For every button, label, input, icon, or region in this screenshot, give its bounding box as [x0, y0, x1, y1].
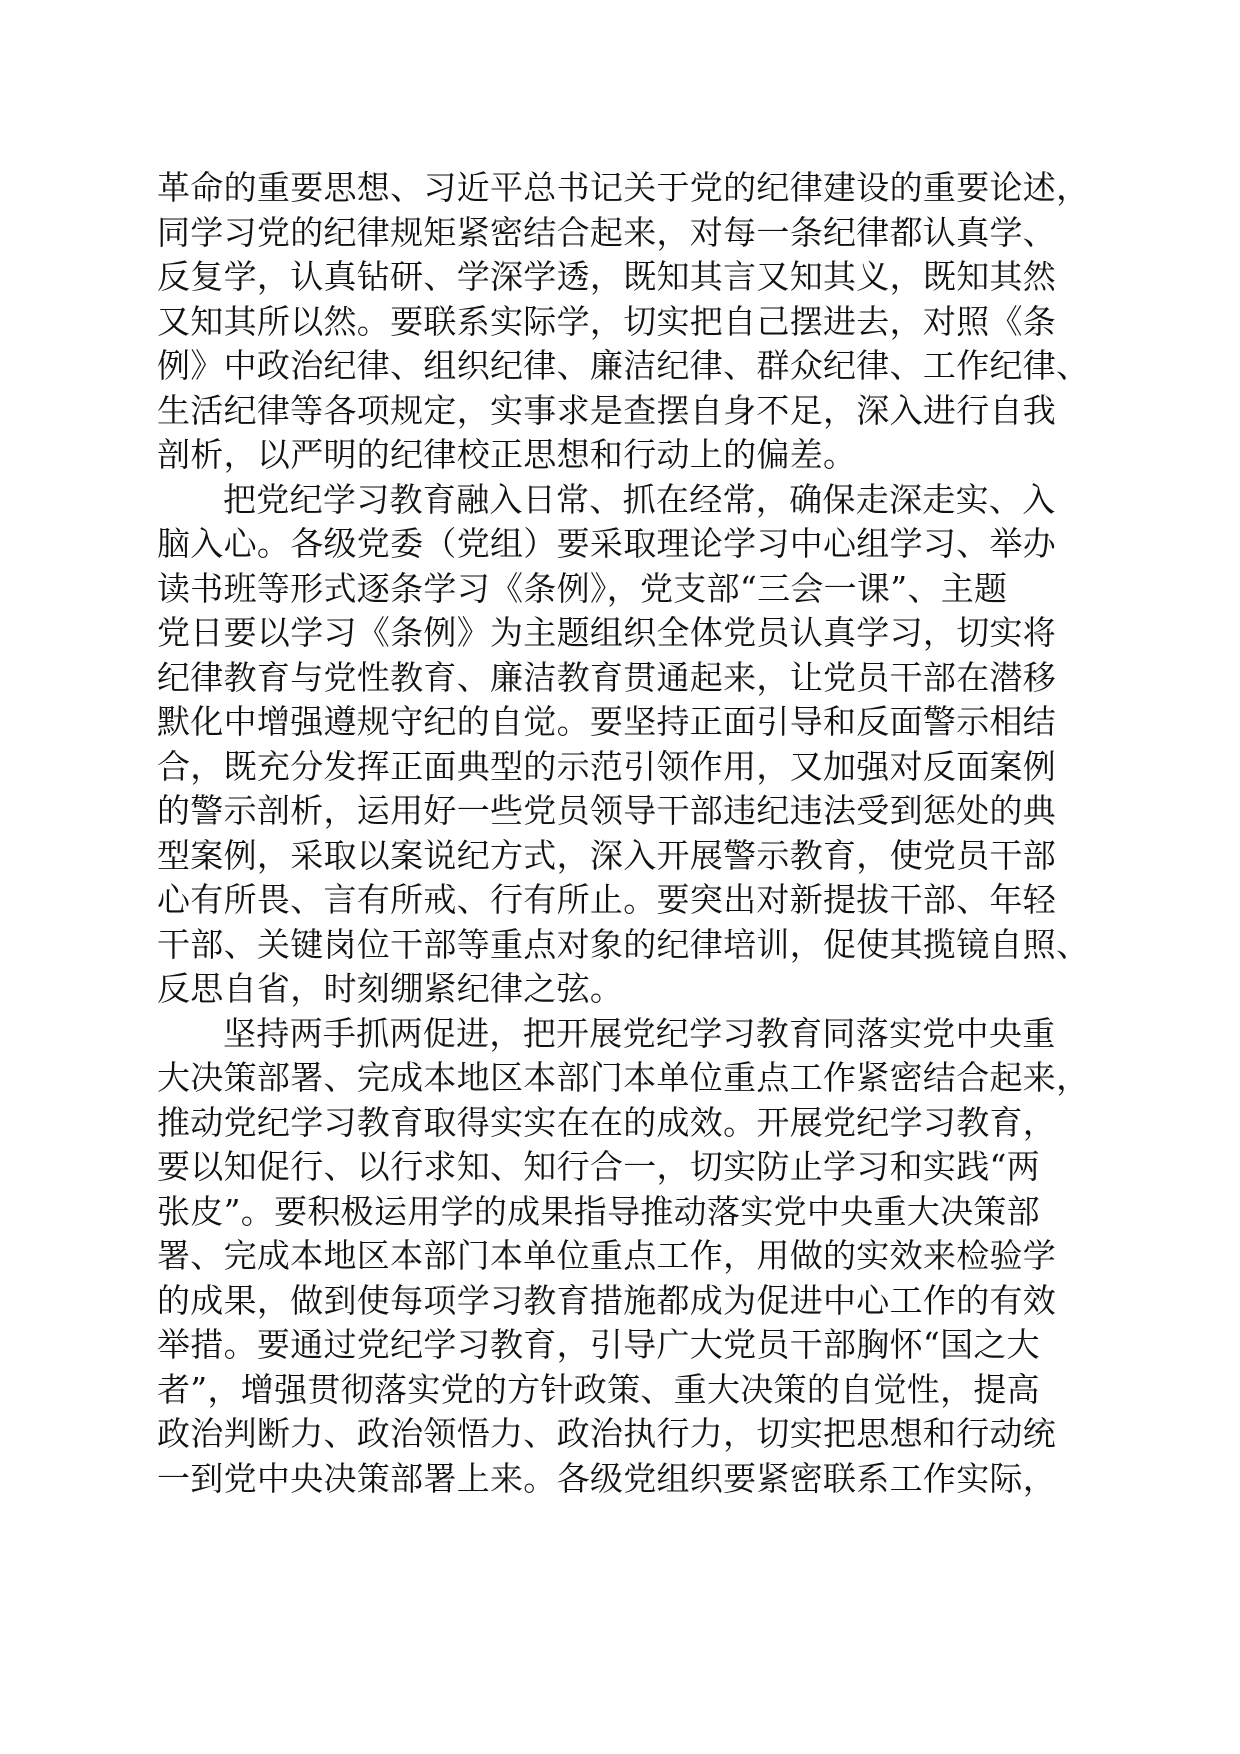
text-line: 默化中增强遵规守纪的自觉。要坚持正面引导和反面警示相结	[157, 702, 1057, 741]
text-line: 纪律教育与党性教育、廉洁教育贯通起来，让党员干部在潜移	[157, 657, 1057, 697]
text-line: 型案例，采取以案说纪方式，深入开展警示教育，使党员干部	[157, 835, 1057, 875]
text-line: 署、完成本地区本部门本单位重点工作，用做的实效来检验学	[157, 1236, 1057, 1275]
text-line: 生活纪律等各项规定，实事求是查摆自身不足，深入进行自我	[157, 390, 1057, 430]
text-line: 政治判断力、政治领悟力、政治执行力，切实把思想和行动统	[157, 1414, 1057, 1453]
text-line: 反思自省，时刻绷紧纪律之弦。	[157, 969, 624, 1008]
text-line: 举措。要通过党纪学习教育，引导广大党员干部胸怀“国之大	[157, 1325, 1040, 1364]
text-line: 同学习党的纪律规矩紧密结合起来，对每一条纪律都认真学、	[157, 212, 1057, 252]
text-line: 者”，增强贯彻落实党的方针政策、重大决策的自觉性，提高	[157, 1369, 1040, 1409]
text-line: 的成果，做到使每项学习教育措施都成为促进中心工作的有效	[157, 1280, 1057, 1320]
text-line: 干部、关键岗位干部等重点对象的纪律培训，促使其揽镜自照、	[157, 924, 1090, 964]
text-line: 合，既充分发挥正面典型的示范引领作用，又加强对反面案例	[157, 746, 1057, 786]
paragraph-first-line: 把党纪学习教育融入日常、抓在经常，确保走深走实、入	[223, 479, 1056, 519]
text-line: 读书班等形式逐条学习《条例》，党支部“三会一课”、主题	[157, 568, 1008, 608]
text-line: 大决策部署、完成本地区本部门本单位重点工作紧密结合起来，	[157, 1058, 1090, 1097]
text-line: 心有所畏、言有所戒、行有所止。要突出对新提拔干部、年轻	[157, 880, 1057, 919]
text-line: 的警示剖析，运用好一些党员领导干部违纪违法受到惩处的典	[157, 791, 1057, 830]
document-body	[157, 166, 1097, 1501]
text-line: 反复学，认真钻研、学深学透，既知其言又知其义，既知其然	[157, 257, 1057, 296]
text-line: 推动党纪学习教育取得实实在在的成效。开展党纪学习教育，	[157, 1102, 1057, 1142]
text-line: 张皮”。要积极运用学的成果指导推动落实党中央重大决策部	[157, 1191, 1040, 1231]
text-line: 要以知促行、以行求知、知行合一，切实防止学习和实践“两	[157, 1147, 1040, 1186]
paragraph-first-line: 坚持两手抓两促进，把开展党纪学习教育同落实党中央重	[223, 1013, 1056, 1053]
text-line: 剖析，以严明的纪律校正思想和行动上的偏差。	[157, 435, 857, 474]
text-line: 党日要以学习《条例》为主题组织全体党员认真学习，切实将	[157, 613, 1057, 652]
text-line: 又知其所以然。要联系实际学，切实把自己摆进去，对照《条	[157, 301, 1057, 341]
text-line: 革命的重要思想、习近平总书记关于党的纪律建设的重要论述，	[157, 168, 1090, 207]
text-line: 例》中政治纪律、组织纪律、廉洁纪律、群众纪律、工作纪律、	[157, 346, 1090, 385]
text-line: 脑入心。各级党委（党组）要采取理论学习中心组学习、举办	[157, 524, 1057, 563]
text-line: 一到党中央决策部署上来。各级党组织要紧密联系工作实际，	[157, 1458, 1057, 1498]
